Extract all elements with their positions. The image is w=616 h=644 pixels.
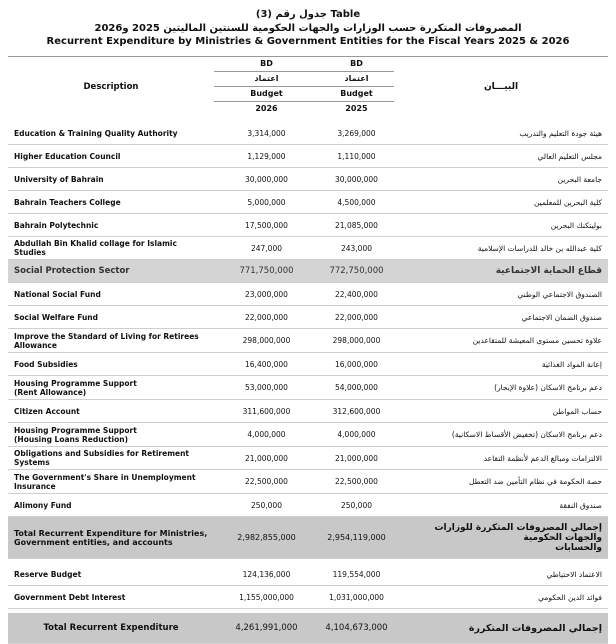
grand-total-row: Total Recurrent Expenditure 4,261,991,000 4,104,673,000 إجمالي المصروفات المتكررة — [8, 613, 608, 644]
table-row: Alimony Fund 250,000 250,000 صندوق النفقة — [8, 494, 608, 517]
subtotal-row: Total Recurrent Expenditure for Ministries, Government entities, and accounts 2,982,855,000 2,954,119,000 إجمالي المصروفات المتكررة للوزارات والجهات الحكومية والحسابات — [8, 517, 608, 559]
table-row: Bahrain Polytechnic 17,500,000 21,085,000 بوليتكنك البحرين — [8, 214, 608, 237]
title-arabic: المصروفات المتكررة حسب الوزارات والجهات الحكومية للسنتين الماليتين 2025 و2026 — [94, 23, 522, 34]
table-row: Citizen Account 311,600,000 312,600,000 حساب المواطن — [8, 400, 608, 423]
table-row: University of Bahrain 30,000,000 30,000,000 جامعة البحرين — [8, 168, 608, 191]
table-number: جدول رقم (3) Table — [255, 9, 361, 20]
table-row: Higher Education Council 1,129,000 1,110,000 مجلس التعليم العالي — [8, 145, 608, 168]
table-row: Social Welfare Fund 22,000,000 22,000,000 صندوق الضمان الاجتماعي — [8, 306, 608, 329]
section-row-social-protection: Social Protection Sector 771,750,000 772,750,000 قطاع الحماية الاجتماعية — [8, 260, 608, 283]
table-row: Food Subsidies 16,400,000 16,000,000 إعانة المواد الغذائية — [8, 353, 608, 376]
table-row: Abdullah Bin Khalid collage for Islamic Studies 247,000 243,000 كلية عبدالله بن خالد للدراسات الإسلامية — [8, 237, 608, 260]
table-row: Housing Programme Support (Rent Allowance) 53,000,000 54,000,000 دعم برنامج الاسكان (علاوة الإيجار) — [8, 376, 608, 400]
header-2026: BD اعتماد Budget 2026 — [214, 57, 319, 117]
header-arabic: البيـــان — [394, 57, 608, 117]
table-row: Bahrain Teachers College 5,000,000 4,500,000 كلية البحرين للمعلمين — [8, 191, 608, 214]
table-row: National Social Fund 23,000,000 22,400,000 الصندوق الاجتماعي الوطني — [8, 283, 608, 306]
table-row: The Government's Share in Unemployment Insurance 22,500,000 22,500,000 حصة الحكومة في نظام التأمين ضد التعطل — [8, 470, 608, 494]
table-row: Improve the Standard of Living for Retirees Allowance 298,000,000 298,000,000 علاوة تحسين مستوى المعيشة للمتقاعدين — [8, 329, 608, 353]
header-2025: BD اعتماد Budget 2025 — [319, 57, 394, 117]
table-row: Obligations and Subsidies for Retirement Systems 21,000,000 21,000,000 الالتزامات ومبالغ الدعم لأنظمة التقاعد — [8, 447, 608, 470]
table-row: Education & Training Quality Authority 3,314,000 3,269,000 هيئة جودة التعليم والتدريب — [8, 122, 608, 145]
expenditure-table — [8, 56, 608, 644]
title-block — [0, 0, 616, 48]
table-row: Reserve Budget 124,136,000 119,554,000 الاعتماد الاحتياطي — [8, 563, 608, 586]
table-row: Government Debt Interest 1,155,000,000 1,031,000,000 فوائد الدين الحكومي — [8, 586, 608, 609]
header-description: Description — [8, 57, 214, 117]
table-row: Housing Programme Support (Housing Loans Reduction) 4,000,000 4,000,000 دعم برنامج الاسكان (تخفيض الأقساط الاسكانية) — [8, 423, 608, 447]
title-english: Recurrent Expenditure by Ministries & Government Entities for the Fiscal Years 2025 & 2026 — [46, 36, 570, 47]
